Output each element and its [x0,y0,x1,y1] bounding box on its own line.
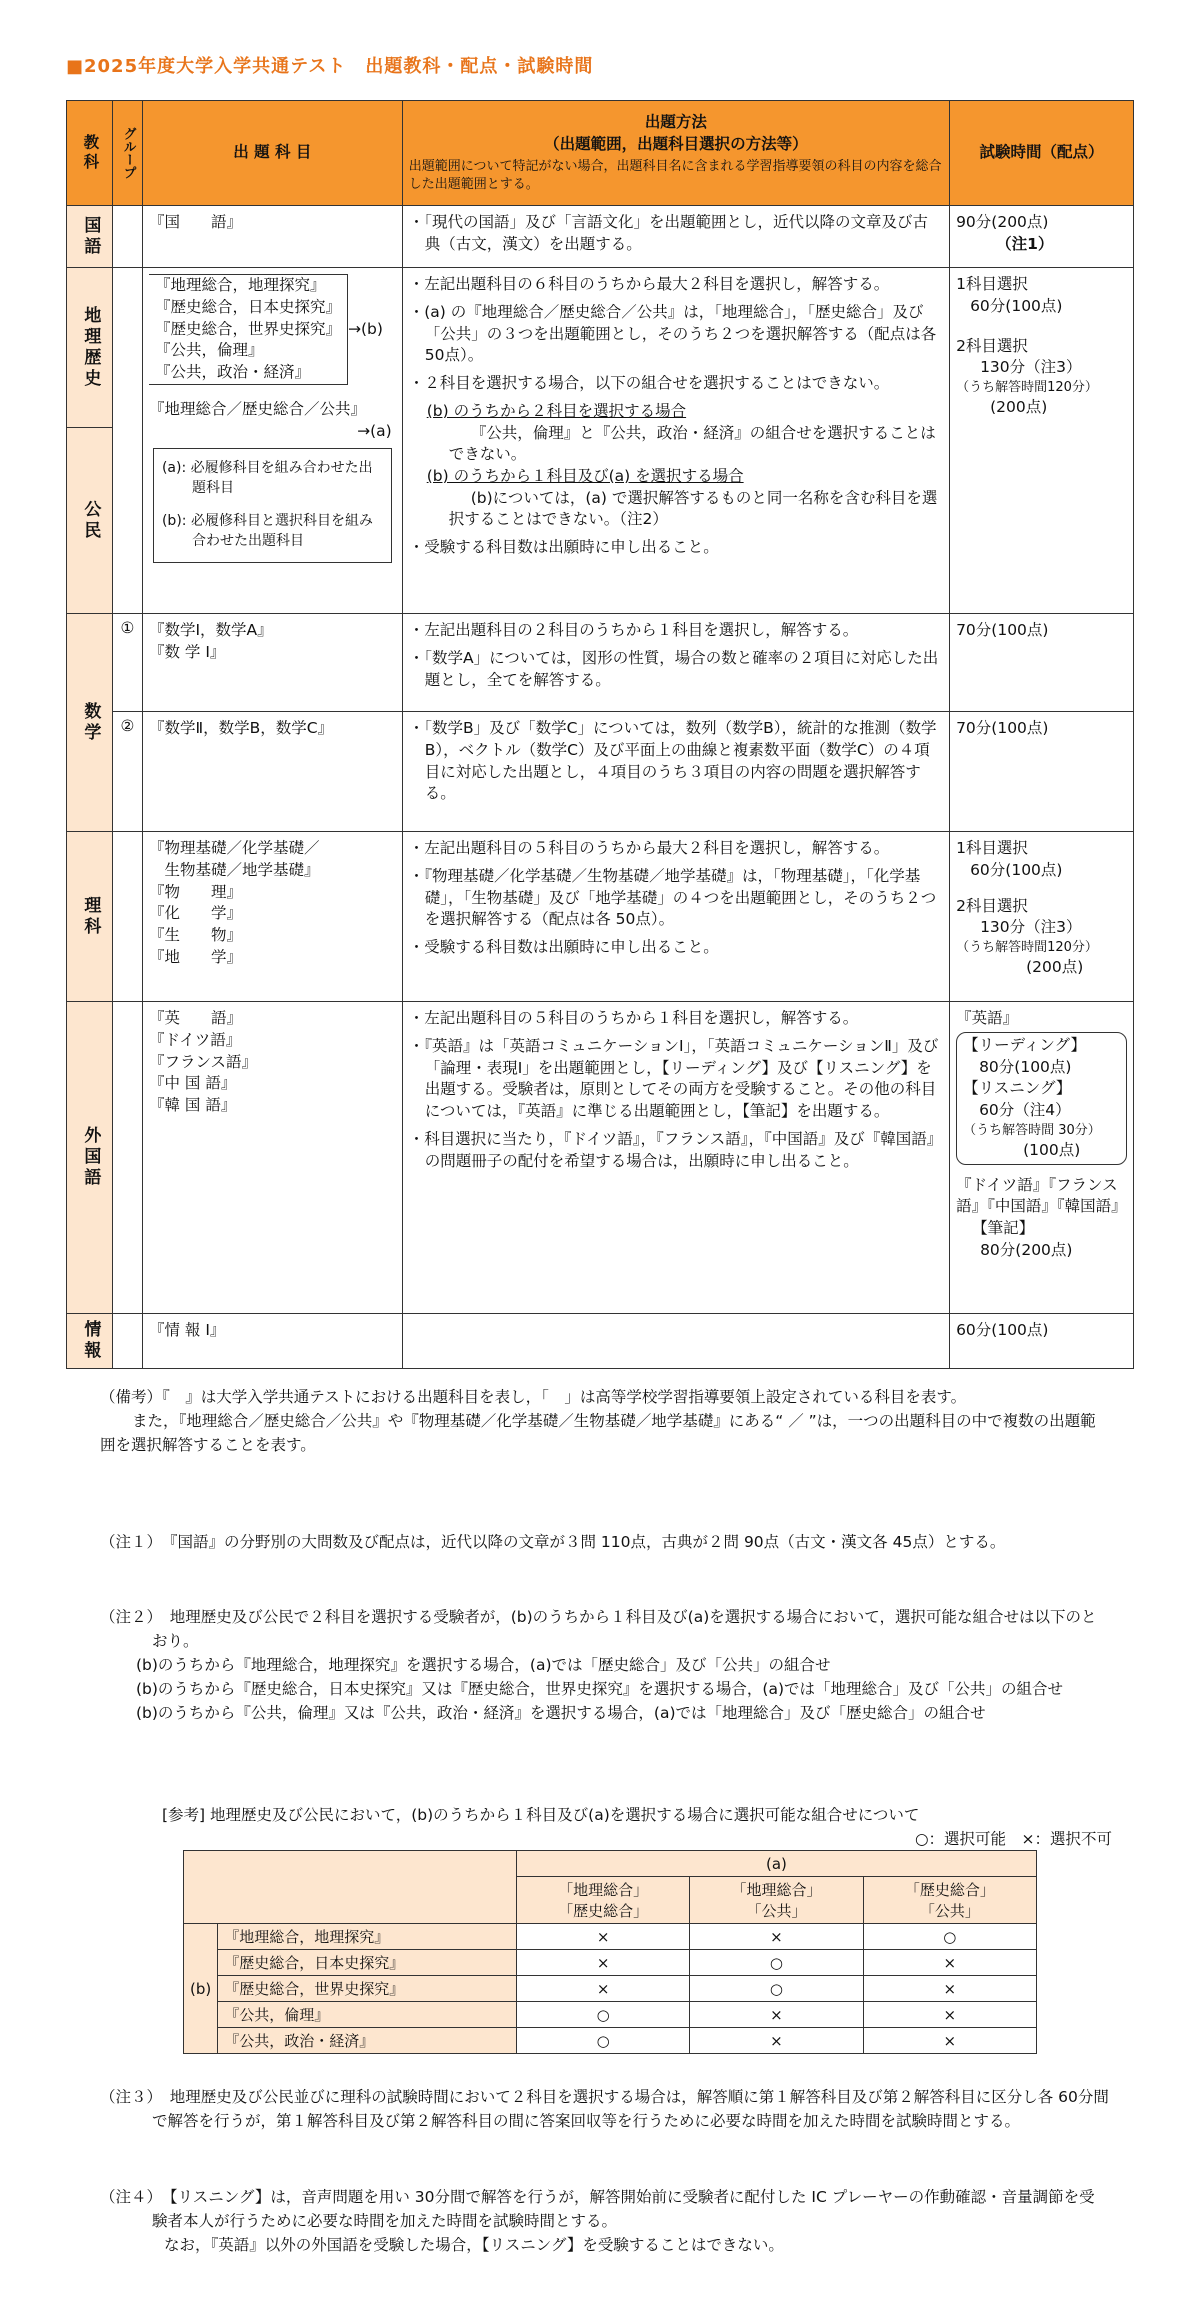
table-row: 『公共，倫理』 ○ × × [184,2002,1037,2028]
header-houhou: 出題方法 （出題範囲，出題科目選択の方法等） 出題範囲について特記がない場合，出題科目名に含まれる学習指導要領の科目の内容を総合した出題範囲とする。 [402,101,949,206]
row-chireki: 地理歴史 『地理総合，地理探究』 『歴史総合，日本史探究』 『歴史総合，世界史探究』 『公共，倫理』 『公共，政治・経済』 →(b) 『地理総合／歴史総合／公共』 →(a) (a): 必履修科目を組み合わせた出題科目 (b): 必履修科目と選択科目を組み合わせた出題科目 ・ 左記出題科目の６科目のうちから最大２科目を選択し，解答する。 ・ (a) の『地理総合／歴史総合／公共』は，「地理総合」，「歴史総合」及び「公共」の３つを出題範囲とし，そのうち２つを選択解答する（配点は各 50点）。 ・ ２科目を選択する場合，以下の組合せを選択することはできない。 (b) のうちから２科目を選択する場合 『公共，倫理』と『公共，政治・経済』の組合せを選択することはできない。 (b) のうちから１科目及び(a) を選択する場合 (b)については，(a) で選択解答するものと同一名称を含む科目を選択することはできない。（注2） ・ 受験する科目数は出願時に申し出ること。 1科目選択 60分(100点) 2科目選択 130分（注3） （うち解答時間120分） (200点) [67,268,1134,428]
row-suugaku-2: ② 『数学Ⅱ，数学B，数学C』 ・ 「数学B」及び「数学C」については，数列（数学B），統計的な推測（数学B），ベクトル（数学C）及び平面上の曲線と複素数平面（数学C）の４項目に対応した出題とし，４項目のうち３項目の内容の問題を選択解答する。 70分(100点) [67,712,1134,832]
ref-caption: [参考] 地理歴史及び公民において，(b)のうちから１科目及び(a)を選択する場合に選択可能な組合せについて ○：選択可能 ×：選択不可 [162,1806,1112,1849]
jouhou-label: 情報 [80,1320,101,1363]
suugaku-g1-subjects: 『数学Ⅰ，数学A』 『数 学 Ⅰ』 [142,614,402,712]
row-gaikokugo: 外国語 『英 語』 『ドイツ語』 『フランス語』 『中 国 語』 『韓 国 語』 ・ 左記出題科目の５科目のうちから１科目を選択し，解答する。 ・ 『英語』は「英語コミュニケーションⅠ」，「英語コミュニケーションⅡ」及び「論理・表現Ⅰ」を出題範囲とし，【リーディング】及び【リスニング】を出題する。受験者は，原則としてその両方を受験すること。その他の科目については，『英語』に準じる出題範囲とし，【筆記】を出題する。 ・ 科目選択に当たり，『ドイツ語』，『フランス語』，『中国語』及び『韓国語』の問題冊子の配付を希望する場合は，出願時に申し出ること。 『英語』 【リーディング】 80分(100点) 【リスニング】 60分（注4） （うち解答時間 30分） (100点) 『ドイツ語』『フランス語』『中国語』『韓国語』 【筆記】 80分(200点) [67,1002,1134,1314]
ref-header-row: 「地理総合」 「歴史総合」 「地理総合」 「公共」 「歴史総合」 「公共」 [184,1877,1037,1924]
kokugo-label: 国語 [80,215,101,258]
note-3: （注３） 地理歴史及び公民並びに理科の試験時間において２科目を選択する場合は，解答順に第１解答科目及び第２解答科目に区分し各 60分間で解答を行うが，第１解答科目及び第２解答科目の間に答案回収等を行うために必要な時間を加えた時間を試験時間とする。 [100,2088,1109,2131]
chireki-legend-box: (a): 必履修科目を組み合わせた出題科目 (b): 必履修科目と選択科目を組み合わせた出題科目 [153,448,392,562]
bikou: （備考）『 』は大学入学共通テストにおける出題科目を表し，「 」は高等学校学習指導要領上設定されている科目を表す。 また，『地理総合／歴史総合／公共』や『物理基礎／化学基礎／生物基礎／地学基礎』にある“ ／ ”は，一つの出題科目の中で複数の出題範囲を選択解答することを表す。 [100,1388,1096,1455]
row-kokugo: 国語 『国 語』 ・ 「現代の国語」及び「言語文化」を出題範囲とし，近代以降の文章及び古典（古文，漢文）を出題する。 90分(200点) （注1） [67,206,1134,268]
kokugo-time: 90分(200点) [956,213,1049,231]
suugaku-label: 数学 [80,701,101,744]
gaikokugo-label: 外国語 [80,1126,101,1190]
header-jikan: 試験時間（配点） [950,101,1134,206]
table-header-row [67,101,1134,206]
note-2: （注２） 地理歴史及び公民で２科目を選択する受験者が，(b)のうちから１科目及び(a)を選択する場合において，選択可能な組合せは以下のとおり。 (b)のうちから『地理総合，地理探究』を選択する場合，(a)では「歴史総合」及び「公共」の組合せ (b)のうちから『歴史総合，日本史探究』又は『歴史総合，世界史探究』を選択する場合，(a)では「地理総合」及び「公共」の組合せ (b)のうちから『公共，倫理』又は『公共，政治・経済』を選択する場合，(a)では「地理総合」及び「歴史総合」の組合せ [100,1608,1097,1723]
ref-a-label: (a) [516,1851,1036,1877]
koumin-label: 公民 [80,499,101,542]
ref-table [183,1850,1037,2054]
row-suugaku-1: 数学 ① 『数学Ⅰ，数学A』 『数 学 Ⅰ』 ・ 左記出題科目の２科目のうちから１科目を選択し，解答する。 ・ 「数学A」については，図形の性質，場合の数と確率の２項目に対応した出題とし，全てを解答する。 70分(100点) [67,614,1134,712]
rika-label: 理科 [80,895,101,938]
ref-b-label: (b) [184,1924,218,2054]
kokugo-method: ・ 「現代の国語」及び「言語文化」を出題範囲とし，近代以降の文章及び古典（古文，漢文）を出題する。 [409,212,943,255]
suugaku-g2-subjects: 『数学Ⅱ，数学B，数学C』 [142,712,402,832]
gaikokugo-subjects: 『英 語』 『ドイツ語』 『フランス語』 『中 国 語』 『韓 国 語』 [142,1002,402,1314]
chireki-label: 地理歴史 [80,305,101,390]
table-row: 『公共，政治・経済』 ○ × × [184,2028,1037,2054]
note-1: （注１） 『国語』の分野別の大問数及び配点は，近代以降の文章が３問 110点，古典が２問 90点（古文・漢文各 45点）とする。 [100,1533,1006,1551]
table-row: 『歴史総合，日本史探究』 × ○ × [184,1950,1037,1976]
subject-table [66,100,1134,1369]
table-row: (b) 『地理総合，地理探究』 × × ○ [184,1924,1037,1950]
page-title: ■2025年度大学入学共通テスト 出題教科・配点・試験時間 [66,56,594,77]
header-kyouka: 教科 [67,101,113,206]
note-4: （注４） 【リスニング】は，音声問題を用い 30分間で解答を行うが，解答開始前に受験者に配付した IC プレーヤーの作動確認・音量調節を受験者本人が行うために必要な時間を加えた時間を試験時間とする。 なお，『英語』以外の外国語を受験した場合，【リスニング】を受験することはできない。 [100,2188,1095,2255]
jouhou-subjects: 『情 報 Ⅰ』 [142,1314,402,1369]
row-rika: 理科 『物理基礎／化学基礎／ 生物基礎／地学基礎』 『物 理』 『化 学』 『生 物』 『地 学』 ・ 左記出題科目の５科目のうちから最大２科目を選択し，解答する。 ・ 『物理基礎／化学基礎／生物基礎／地学基礎』は，「物理基礎」，「化学基礎」，「生物基礎」及び「地学基礎」の４つを出題範囲とし，そのうち２つを選択解答する（配点は各 50点）。 ・ 受験する科目数は出願時に申し出ること。 1科目選択 60分(100点) 2科目選択 130分（注3） （うち解答時間120分） (200点) [67,832,1134,1002]
table-row: 『歴史総合，世界史探究』 × ○ × [184,1976,1037,2002]
header-kamoku: 出 題 科 目 [142,101,402,206]
header-group: グループ [112,101,142,206]
row-jouhou: 情報 『情 報 Ⅰ』 60分(100点) [67,1314,1134,1369]
kokugo-subjects: 『国 語』 [142,206,402,268]
rika-subjects: 『物理基礎／化学基礎／ 生物基礎／地学基礎』 『物 理』 『化 学』 『生 物』 『地 学』 [142,832,402,1002]
chireki-subjects: 『地理総合，地理探究』 『歴史総合，日本史探究』 『歴史総合，世界史探究』 『公共，倫理』 『公共，政治・経済』 →(b) 『地理総合／歴史総合／公共』 →(a) (a): 必履修科目を組み合わせた出題科目 (b): 必履修科目と選択科目を組み合わせた出題科目 [142,268,402,614]
